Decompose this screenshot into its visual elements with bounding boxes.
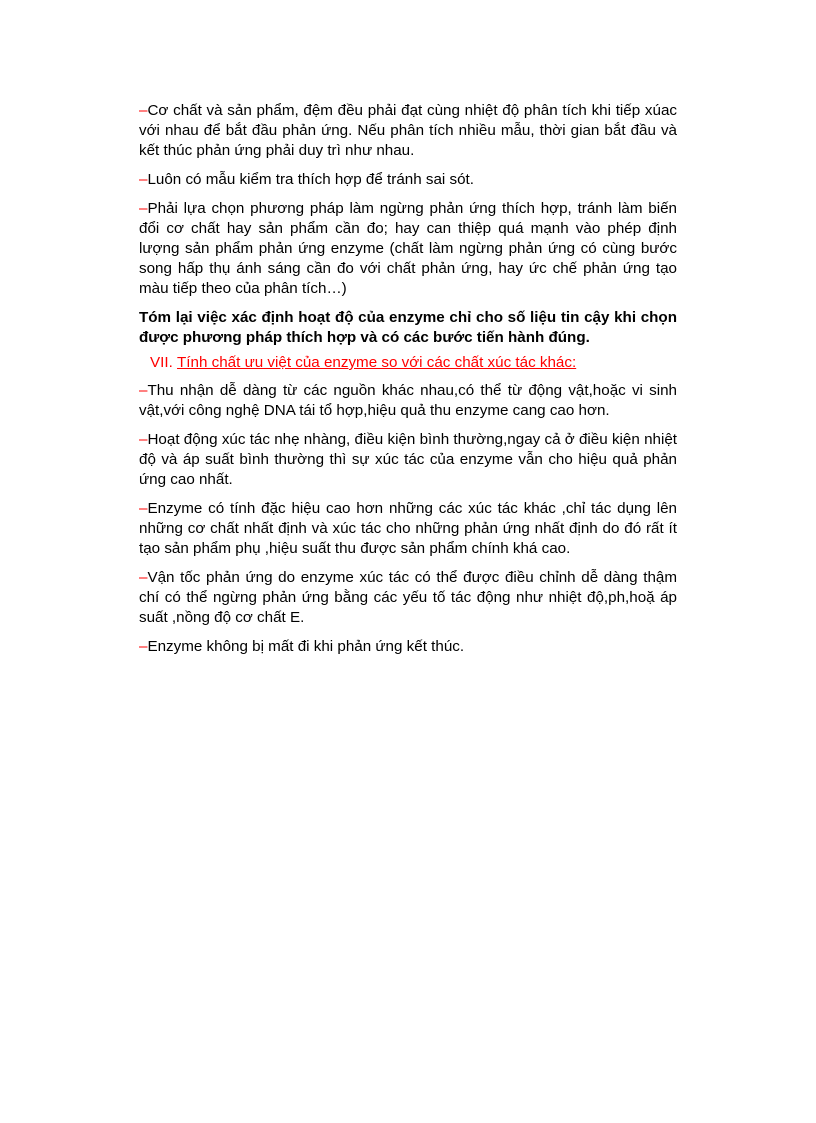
summary-paragraph: Tóm lại việc xác định hoạt độ của enzyme chỉ cho số liệu tin cậy khi chọn được phương pháp thích hợp và có các bước tiến hành đúng. <box>139 309 677 346</box>
section-number: VII. <box>150 354 173 371</box>
paragraph-specificity <box>139 499 677 559</box>
paragraph-control-sample <box>139 170 677 190</box>
paragraph-text: Cơ chất và sản phẩm, đệm đều phải đạt cùng nhiệt độ phân tích khi tiếp xúac với nhau để bắt đầu phản ứng. Nếu phân tích nhiều mẫu, thời gian bắt đầu và kết thúc phản ứng phải duy trì như nhau. <box>139 102 677 159</box>
paragraph-stop-method <box>139 199 677 299</box>
dash-bullet: – <box>139 102 148 119</box>
paragraph-text: Thu nhận dễ dàng từ các nguồn khác nhau,có thể từ động vật,hoặc vi sinh vật,với công nghệ DNA tái tổ hợp,hiệu quả thu enzyme cang cao hơn. <box>139 382 677 419</box>
paragraph-rate-control <box>139 568 677 628</box>
paragraph-not-consumed <box>139 637 677 657</box>
paragraph-sources <box>139 381 677 421</box>
section-heading <box>139 353 677 373</box>
paragraph-temperature <box>139 101 677 161</box>
dash-bullet: – <box>139 569 148 586</box>
dash-bullet: – <box>139 171 148 188</box>
dash-bullet: – <box>139 200 148 217</box>
paragraph-text: Luôn có mẫu kiểm tra thích hợp để tránh sai sót. <box>147 171 474 188</box>
dash-bullet: – <box>139 638 148 655</box>
paragraph-text: Enzyme có tính đặc hiệu cao hơn những các xúc tác khác ,chỉ tác dụng lên những cơ chất nhất định và xúc tác cho những phản ứng nhất định do đó rất ít tạo sản phẩm phụ ,hiệu suất thu được sản phẩm chính khá cao. <box>139 500 677 557</box>
paragraph-text: Hoạt động xúc tác nhẹ nhàng, điều kiện bình thường,ngay cả ở điều kiện nhiệt độ và áp suất bình thường thì sự xúc tác của enzyme vẫn cho hiệu quả phản ứng cao nhất. <box>139 431 677 488</box>
paragraph-text: Phải lựa chọn phương pháp làm ngừng phản ứng thích hợp, tránh làm biến đổi cơ chất hay sản phẩm cần đo; hay can thiệp quá mạnh vào phép định lượng sản phẩm phản ứng enzyme (chất làm ngừng phản ứng có cùng bước song hấp thụ ánh sáng cần đo với chất phản ứng, hay ức chế phản ứng tạo màu tiếp theo của phân tích…) <box>139 200 677 297</box>
dash-bullet: – <box>139 382 148 399</box>
dash-bullet: – <box>139 500 148 517</box>
document-page <box>139 101 677 666</box>
section-title: Tính chất ưu việt của enzyme so với các chất xúc tác khác: <box>177 354 577 371</box>
dash-bullet: – <box>139 431 148 448</box>
paragraph-mild-conditions <box>139 430 677 490</box>
paragraph-text: Enzyme không bị mất đi khi phản ứng kết thúc. <box>147 638 465 655</box>
paragraph-text: Vận tốc phản ứng do enzyme xúc tác có thể được điều chỉnh dễ dàng thậm chí có thể ngừng phản ứng bằng các yếu tố tác động như nhiệt độ,ph,hoặ áp suất ,nồng độ cơ chất E. <box>139 569 677 626</box>
